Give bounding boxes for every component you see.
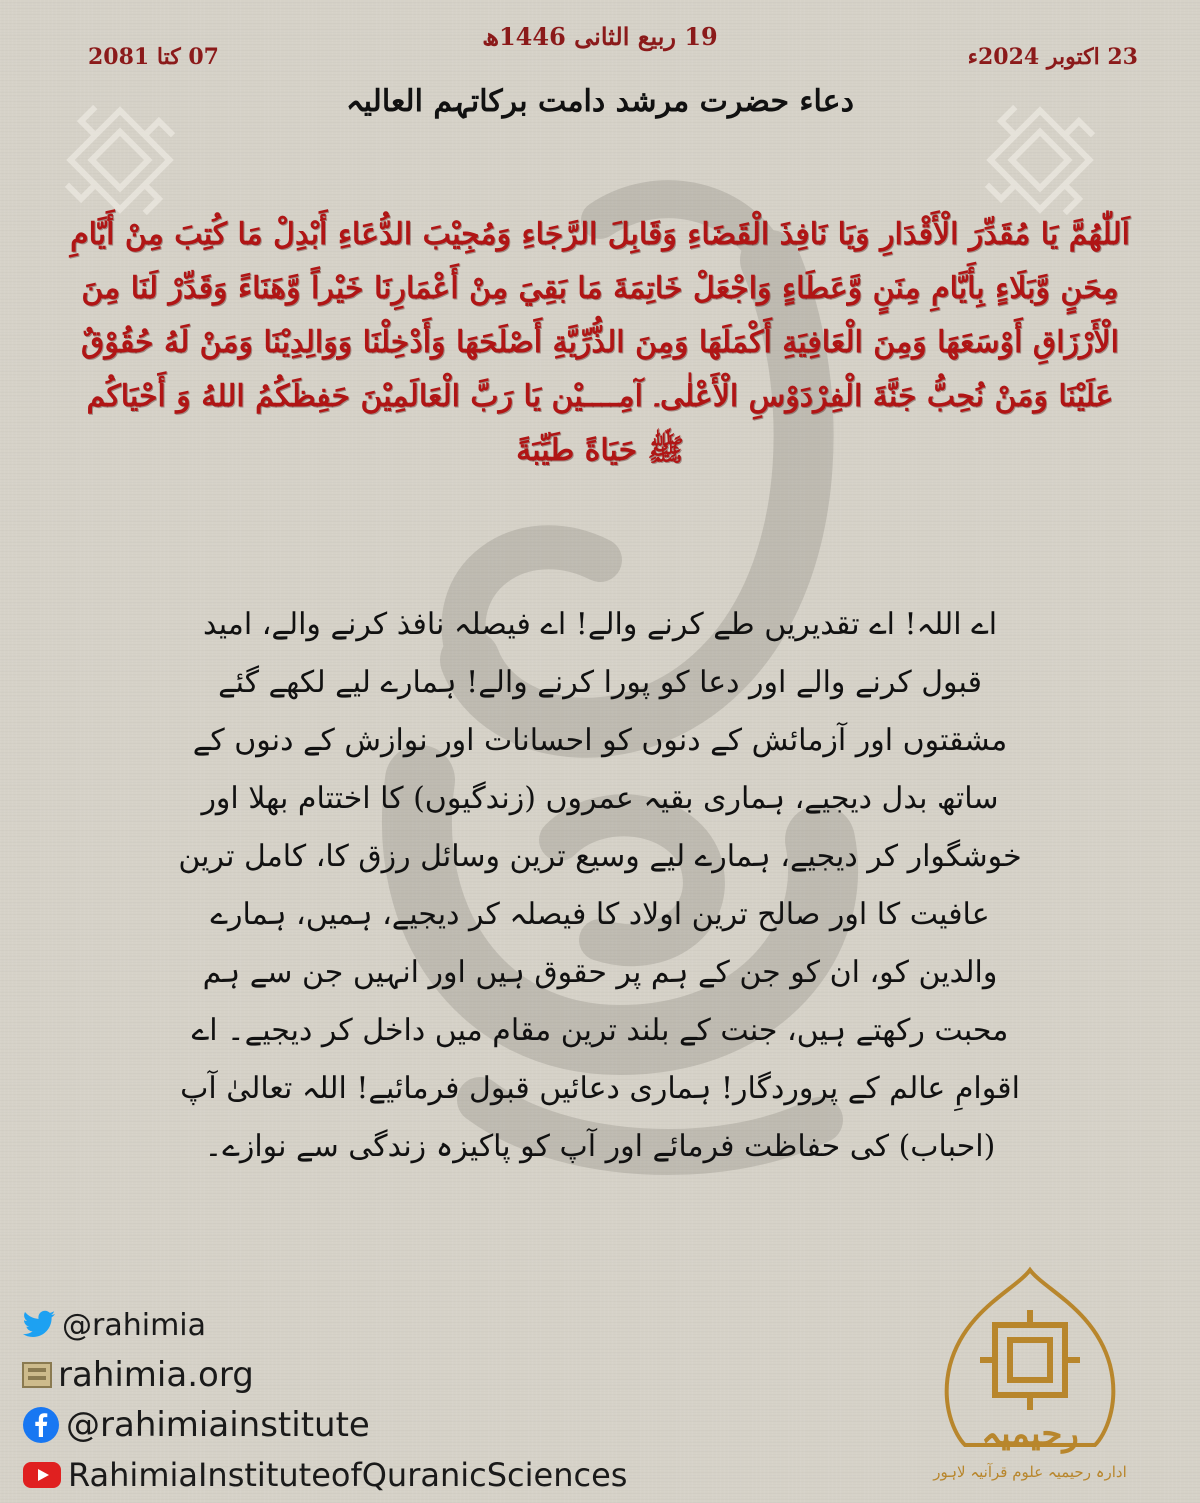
page-title: دعاء حضرت مرشد دامت برکاتہم العالیہ bbox=[346, 84, 854, 119]
web-badge-icon bbox=[22, 1362, 52, 1388]
youtube-channel: RahimiaInstituteofQuranicSciences bbox=[68, 1456, 628, 1494]
gregorian-date: 23 اکتوبر 2024ء bbox=[967, 44, 1138, 70]
logo-tagline: ادارہ رحیمیہ علوم قرآنیہ لاہور bbox=[933, 1463, 1127, 1481]
facebook-handle: @rahimiainstitute bbox=[66, 1405, 370, 1445]
bikrami-date: 07 کتا 2081 bbox=[88, 44, 219, 70]
social-links bbox=[22, 1303, 627, 1503]
website-url: rahimia.org bbox=[58, 1355, 254, 1395]
hijri-date: 19 ربیع الثانی 1446ھ bbox=[482, 22, 718, 51]
facebook-link[interactable] bbox=[22, 1403, 627, 1447]
twitter-bird-icon bbox=[22, 1310, 56, 1340]
logo-wordmark: رحیمیہ bbox=[981, 1414, 1079, 1454]
website-link[interactable] bbox=[22, 1353, 627, 1397]
youtube-link[interactable] bbox=[22, 1453, 627, 1497]
youtube-icon bbox=[22, 1460, 62, 1490]
institute-logo bbox=[895, 1265, 1165, 1490]
logo-dome-emblem-icon bbox=[895, 1265, 1165, 1490]
facebook-icon bbox=[22, 1406, 60, 1444]
twitter-link[interactable] bbox=[22, 1303, 627, 1347]
urdu-translation-text: اے اللہ! اے تقدیریں طے کرنے والے! اے فیصلہ نافذ کرنے والے، امید قبول کرنے والے اور دعا کو پورا کرنے والے! ہمارے لیے لکھے گئے مشقتوں اور آزمائش کے دنوں کو احسانات اور نوازش کے دنوں کے ساتھ بدل دیجیے، ہماری بقیہ عمروں (زندگیوں) کا اختتام بھلا اور خوشگوار کر دیجیے، ہمارے لیے وسیع ترین وسائل رزق کا، کامل ترین عافیت کا اور صالح ترین اولاد کا فیصلہ کر دیجیے، ہمیں، ہمارے والدین کو، ان کو جن کے ہم پر حقوق ہیں اور انہیں جن سے ہم محبت رکھتے ہیں، جنت کے بلند ترین مقام میں داخل کر دیجیے۔ اے اقوامِ عالم کے پروردگار! ہماری دعائیں قبول فرمائیے! اللہ تعالیٰ آپ (احباب) کی حفاظت فرمائے اور آپ کو پاکیزہ زندگی سے نوازے۔ bbox=[178, 607, 1022, 1164]
twitter-handle: @rahimia bbox=[62, 1307, 207, 1343]
arabic-dua-text: اَللّٰهُمَّ يَا مُقَدِّرَ الْأَقْدَارِ وَيَا نَافِذَ الْقَضَاءِ وَقَابِلَ الرَّجَاءِ وَمُجِيْبَ الدُّعَاءِ أَبْدِلْ مَا كُتِبَ مِنْ أَيَّامِ مِحَنٍ وَّبَلَاءٍ بِأَيَّامِ مِنَنٍ وَّعَطَاءٍ وَاجْعَلْ خَاتِمَةَ مَا بَقِيَ مِنْ أَعْمَارِنَا خَيْراً وَّهَنَاءً وَقَدِّرْ لَنَا مِنَ الْأَرْزَاقِ أَوْسَعَهَا وَمِنَ الْعَافِيَةِ أَكْمَلَهَا وَمِنَ الذُّرِّيَّةِ أَصْلَحَهَا وَأَدْخِلْنَا وَوَالِدِيْنَا وَمَنْ لَهُ حُقُوْقٌ عَلَيْنَا وَمَنْ نُحِبُّ جَنَّةَ الْفِرْدَوْسِ الْأَعْلٰى۔ آمِــــيْن يَا رَبَّ الْعَالَمِيْنَ حَفِظَكُمُ اللهُ وَ أَحْيَاكُم ﷺ حَيَاةً طَيِّبَةً bbox=[70, 217, 1130, 468]
